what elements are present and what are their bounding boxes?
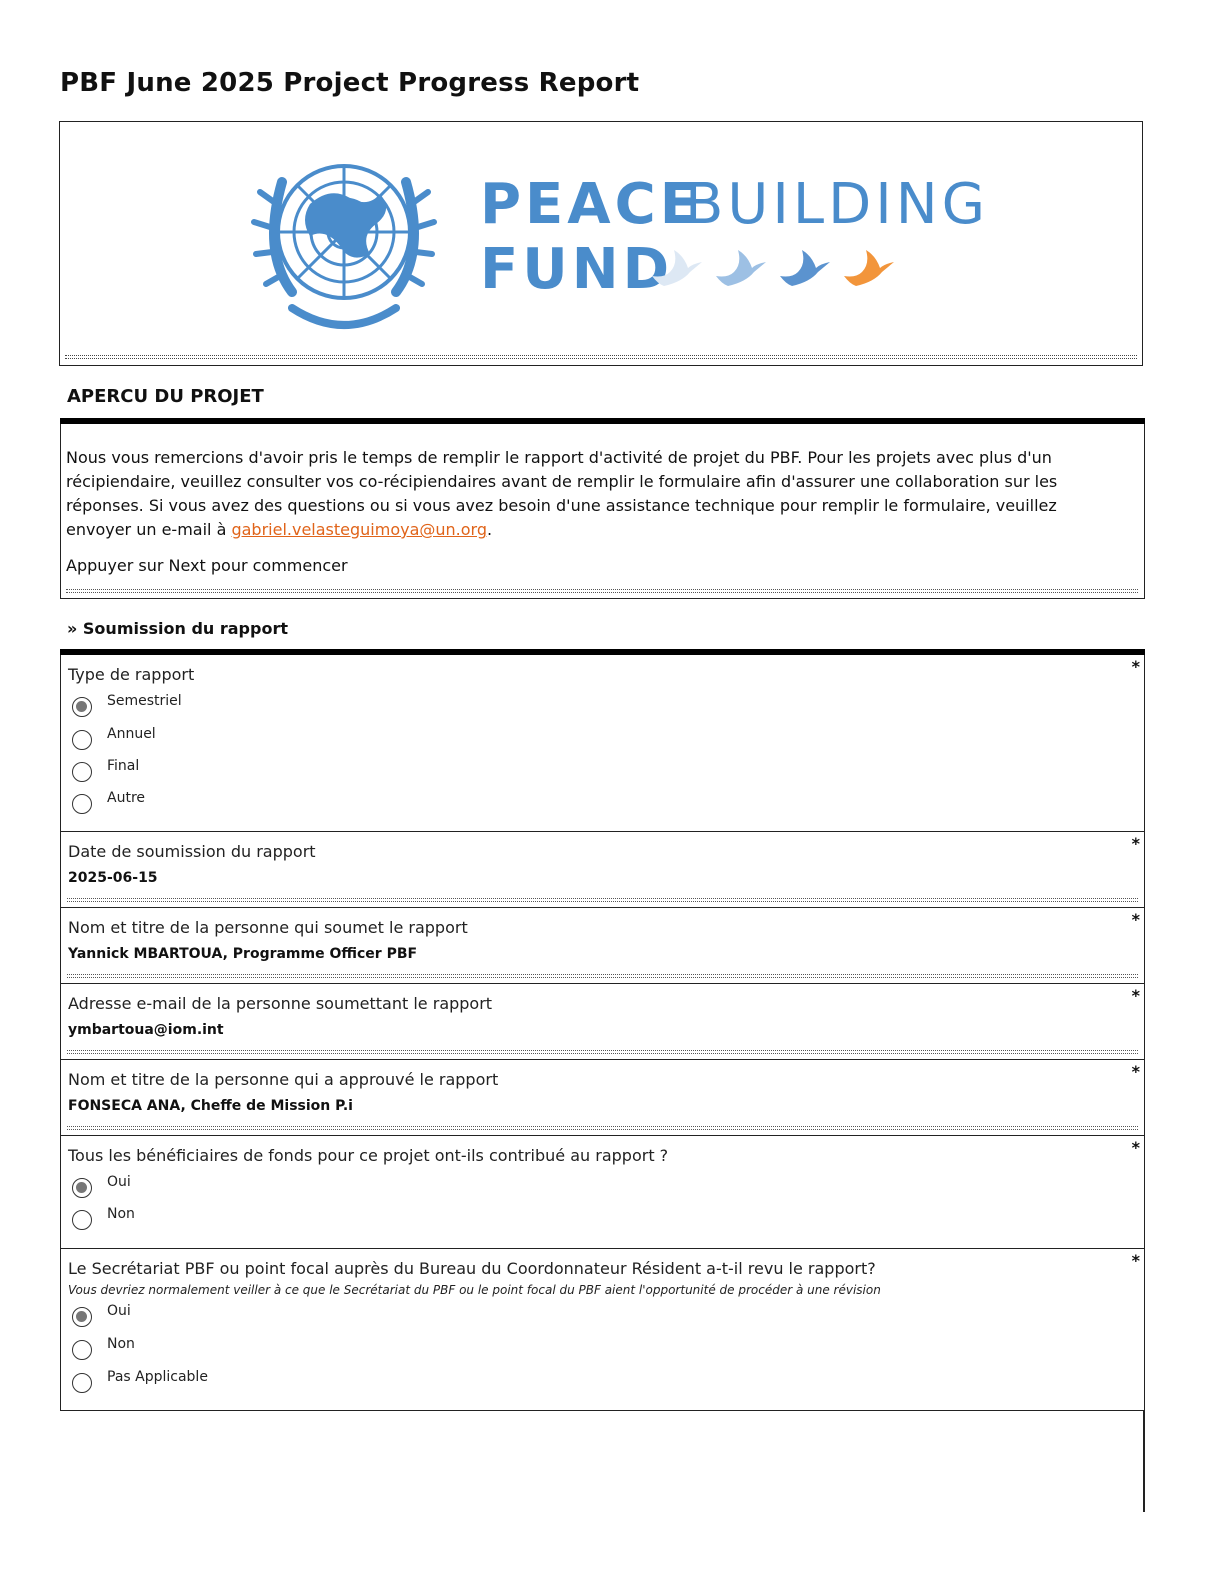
required-marker: * xyxy=(1131,834,1140,853)
logo-text-fund: FUND xyxy=(480,237,674,302)
field-report-type: Type de rapport * Semestriel Annuel Final Autre xyxy=(60,655,1145,832)
divider xyxy=(67,898,1138,902)
radio-button[interactable] xyxy=(72,762,92,782)
secretariat-review-help: Vous devriez normalement veiller à ce que le Secrétariat du PBF ou le point focal du PBF aient l'opportunité de procéder à une révision xyxy=(68,1283,881,1297)
radio-button[interactable] xyxy=(72,697,92,717)
radio-button[interactable] xyxy=(72,730,92,750)
section-title-overview: APERCU DU PROJET xyxy=(67,386,264,407)
peacebuilding-fund-logo xyxy=(60,122,1144,362)
radio-button[interactable] xyxy=(72,1210,92,1230)
submission-date-value[interactable]: 2025-06-15 xyxy=(68,870,158,886)
report-type-label: Type de rapport xyxy=(68,665,195,684)
field-submission-date xyxy=(60,832,1145,908)
divider xyxy=(65,355,1137,359)
submission-date-label: Date de soumission du rapport xyxy=(68,842,316,861)
radio-button[interactable] xyxy=(72,1340,92,1360)
radio-button[interactable] xyxy=(72,1178,92,1198)
required-marker: * xyxy=(1131,1138,1140,1157)
field-all-contributed: Tous les bénéficiaires de fonds pour ce projet ont-ils contribué au rapport ? * Oui Non xyxy=(60,1136,1145,1249)
intro-text: Nous vous remercions d'avoir pris le temps de remplir le rapport d'activité de projet du PBF. Pour les projets avec plus d'un récipiendaire, veuillez consulter vos co-récipiendaires avant de remplir le formulaire afin d'assurer une collaboration sur les réponses. Si vous avez des questions ou si vous avez besoin d'une assistance technique pour remplir le formulaire, veuillez envoyer un e-mail à gabriel.velasteguimoya@un.org. xyxy=(66,448,1058,539)
approver-name-label: Nom et titre de la personne qui a approuvé le rapport xyxy=(68,1070,499,1089)
field-secretariat-review: Le Secrétariat PBF ou point focal auprès du Bureau du Coordonnateur Résident a-t-il revu le rapport? * Vous devriez normalement veiller à ce que le Secrétariat du PBF ou le point focal du PBF aient l'opportunité de procéder à une révision Oui Non Pas Applicable xyxy=(60,1249,1145,1411)
divider xyxy=(67,1126,1138,1130)
required-marker: * xyxy=(1131,910,1140,929)
field-submitter-email xyxy=(60,984,1145,1060)
dove-icon xyxy=(780,250,830,286)
page-title: PBF June 2025 Project Progress Report xyxy=(60,68,640,98)
radio-button[interactable] xyxy=(72,794,92,814)
dove-icon xyxy=(716,250,766,286)
approver-name-value[interactable]: FONSECA ANA, Cheffe de Mission P.i xyxy=(68,1098,353,1114)
divider xyxy=(67,1050,1138,1054)
field-approver-name xyxy=(60,1060,1145,1136)
submitter-name-value[interactable]: Yannick MBARTOUA, Programme Officer PBF xyxy=(68,946,418,962)
next-hint: Appuyer sur Next pour commencer xyxy=(66,556,348,575)
submitter-name-label: Nom et titre de la personne qui soumet le rapport xyxy=(68,918,468,937)
divider xyxy=(67,974,1138,978)
all-contributed-label: Tous les bénéficiaires de fonds pour ce projet ont-ils contribué au rapport ? xyxy=(68,1146,669,1165)
logo-panel xyxy=(59,121,1143,366)
divider xyxy=(66,589,1138,593)
dove-icon xyxy=(844,250,894,286)
logo-text-building: BUILDING xyxy=(685,172,990,237)
section-title-submission: » Soumission du rapport xyxy=(67,619,288,638)
required-marker: * xyxy=(1131,1062,1140,1081)
field-submitter-name xyxy=(60,908,1145,984)
radio-button[interactable] xyxy=(72,1307,92,1327)
logo-text-peace: PEACE xyxy=(480,172,702,237)
un-emblem-icon xyxy=(254,166,434,325)
contact-email-link[interactable]: gabriel.velasteguimoya@un.org xyxy=(231,520,487,539)
required-marker: * xyxy=(1131,1251,1140,1270)
submitter-email-label: Adresse e-mail de la personne soumettant le rapport xyxy=(68,994,493,1013)
page-border xyxy=(1143,1410,1145,1512)
required-marker: * xyxy=(1131,986,1140,1005)
secretariat-review-label: Le Secrétariat PBF ou point focal auprès du Bureau du Coordonnateur Résident a-t-il revu le rapport? xyxy=(68,1259,876,1278)
submitter-email-value[interactable]: ymbartoua@iom.int xyxy=(68,1022,224,1038)
required-marker: * xyxy=(1131,657,1140,676)
radio-button[interactable] xyxy=(72,1373,92,1393)
